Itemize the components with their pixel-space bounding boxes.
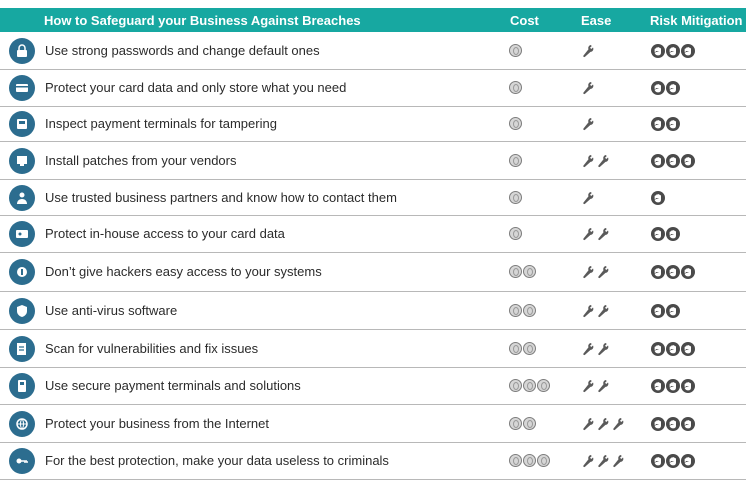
hand-icon	[666, 117, 680, 131]
hand-icon	[651, 44, 665, 58]
wrench-icon	[597, 265, 609, 279]
table-row	[0, 142, 746, 180]
wrench-icon	[582, 154, 594, 168]
ease-rating	[582, 81, 594, 95]
wrench-icon	[612, 417, 624, 431]
ease-rating	[582, 454, 624, 468]
cost-rating	[509, 417, 536, 430]
coin-icon	[523, 342, 536, 355]
hand-icon	[651, 265, 665, 279]
coin-icon	[509, 227, 522, 240]
hand-icon	[666, 454, 680, 468]
header-ease: Ease	[581, 13, 612, 28]
header-risk-mitigation: Risk Mitigation	[650, 13, 743, 28]
hand-icon	[651, 154, 665, 168]
wrench-icon	[582, 379, 594, 393]
cost-rating	[509, 154, 522, 167]
coin-icon	[509, 454, 522, 467]
coin-icon	[509, 379, 522, 392]
wrench-icon	[582, 342, 594, 356]
hand-icon	[651, 379, 665, 393]
cost-rating	[509, 304, 536, 317]
hand-icon	[666, 81, 680, 95]
risk-mitigation-rating	[651, 379, 695, 393]
coin-icon	[537, 454, 550, 467]
cost-rating	[509, 265, 536, 278]
wrench-icon	[597, 227, 609, 241]
coin-icon	[509, 417, 522, 430]
table-row	[0, 180, 746, 216]
hand-icon	[681, 44, 695, 58]
wrench-icon	[582, 44, 594, 58]
header-title: How to Safeguard your Business Against Breaches	[44, 13, 361, 28]
wrench-icon	[582, 81, 594, 95]
row-label: Use trusted business partners and know how to contact them	[45, 189, 397, 205]
table-row	[0, 443, 746, 480]
hand-icon	[681, 454, 695, 468]
risk-mitigation-rating	[651, 417, 695, 431]
coin-icon	[509, 81, 522, 94]
hand-icon	[651, 454, 665, 468]
hand-icon	[666, 44, 680, 58]
row-label: Use secure payment terminals and solutions	[45, 378, 301, 393]
coin-icon	[537, 379, 550, 392]
cost-rating	[509, 342, 536, 355]
patch-icon	[9, 148, 35, 174]
coin-icon	[523, 379, 536, 392]
header-cost: Cost	[510, 13, 539, 28]
wrench-icon	[597, 454, 609, 468]
table-row	[0, 292, 746, 330]
ease-rating	[582, 227, 609, 241]
cost-rating	[509, 44, 522, 57]
table-row	[0, 368, 746, 405]
wrench-icon	[597, 379, 609, 393]
hand-icon	[651, 227, 665, 241]
ease-rating	[582, 191, 594, 205]
table-row	[0, 33, 746, 70]
scan-icon	[9, 336, 35, 362]
risk-mitigation-rating	[651, 191, 665, 205]
card-data-icon	[9, 75, 35, 101]
antivirus-icon	[9, 298, 35, 324]
risk-mitigation-rating	[651, 304, 680, 318]
risk-mitigation-rating	[651, 454, 695, 468]
hand-icon	[666, 379, 680, 393]
table-row	[0, 216, 746, 253]
row-label: Inspect payment terminals for tampering	[45, 116, 277, 131]
wrench-icon	[597, 304, 609, 318]
risk-mitigation-rating	[651, 154, 695, 168]
wrench-icon	[582, 191, 594, 205]
hand-icon	[681, 417, 695, 431]
row-label: Don’t give hackers easy access to your systems	[45, 264, 322, 279]
table-row	[0, 330, 746, 368]
hand-icon	[681, 154, 695, 168]
wrench-icon	[597, 342, 609, 356]
risk-mitigation-rating	[651, 81, 680, 95]
ease-rating	[582, 342, 609, 356]
ease-rating	[582, 417, 624, 431]
hand-icon	[651, 342, 665, 356]
cost-rating	[509, 379, 550, 392]
wrench-icon	[582, 227, 594, 241]
coin-icon	[509, 265, 522, 278]
ease-rating	[582, 154, 609, 168]
cost-rating	[509, 191, 522, 204]
hand-icon	[666, 417, 680, 431]
access-icon	[9, 221, 35, 247]
wrench-icon	[612, 454, 624, 468]
hand-icon	[651, 81, 665, 95]
table-row	[0, 70, 746, 107]
hand-icon	[666, 265, 680, 279]
hacker-icon	[9, 259, 35, 285]
coin-icon	[509, 44, 522, 57]
hand-icon	[681, 342, 695, 356]
password-icon	[9, 38, 35, 64]
hand-icon	[651, 304, 665, 318]
wrench-icon	[582, 454, 594, 468]
row-label: Protect your business from the Internet	[45, 415, 269, 431]
partner-icon	[9, 185, 35, 211]
table-header	[0, 8, 746, 32]
ease-rating	[582, 265, 609, 279]
row-label: For the best protection, make your data useless to criminals	[45, 453, 389, 468]
cost-rating	[509, 81, 522, 94]
row-label: Protect in-house access to your card data	[45, 226, 285, 241]
internet-icon	[9, 411, 35, 437]
risk-mitigation-rating	[651, 265, 695, 279]
hand-icon	[681, 265, 695, 279]
row-label: Scan for vulnerabilities and fix issues	[45, 340, 259, 356]
table-row	[0, 107, 746, 142]
cost-rating	[509, 117, 522, 130]
risk-mitigation-rating	[651, 44, 695, 58]
coin-icon	[509, 117, 522, 130]
hand-icon	[651, 417, 665, 431]
cost-rating	[509, 227, 522, 240]
coin-icon	[509, 304, 522, 317]
risk-mitigation-rating	[651, 342, 695, 356]
coin-icon	[509, 191, 522, 204]
table-row	[0, 253, 746, 292]
coin-icon	[523, 454, 536, 467]
row-label: Protect your card data and only store what you need	[45, 80, 347, 95]
hand-icon	[651, 191, 665, 205]
cost-rating	[509, 454, 550, 467]
risk-mitigation-rating	[651, 117, 680, 131]
coin-icon	[523, 304, 536, 317]
table-row	[0, 405, 746, 443]
hand-icon	[651, 117, 665, 131]
secure-terminal-icon	[9, 373, 35, 399]
ease-rating	[582, 304, 609, 318]
hand-icon	[666, 154, 680, 168]
row-label: Use strong passwords and change default ones	[45, 43, 320, 58]
ease-rating	[582, 379, 609, 393]
wrench-icon	[582, 117, 594, 131]
wrench-icon	[582, 265, 594, 279]
row-label: Install patches from your vendors	[45, 152, 237, 168]
coin-icon	[509, 342, 522, 355]
coin-icon	[523, 265, 536, 278]
payment-terminal-icon	[9, 111, 35, 137]
hand-icon	[681, 379, 695, 393]
coin-icon	[523, 417, 536, 430]
wrench-icon	[597, 154, 609, 168]
wrench-icon	[582, 417, 594, 431]
hand-icon	[666, 227, 680, 241]
ease-rating	[582, 44, 594, 58]
row-label: Use anti-virus software	[45, 302, 178, 318]
risk-mitigation-rating	[651, 227, 680, 241]
coin-icon	[509, 154, 522, 167]
hand-icon	[666, 342, 680, 356]
ease-rating	[582, 117, 594, 131]
encryption-icon	[9, 448, 35, 474]
wrench-icon	[597, 417, 609, 431]
wrench-icon	[582, 304, 594, 318]
hand-icon	[666, 304, 680, 318]
